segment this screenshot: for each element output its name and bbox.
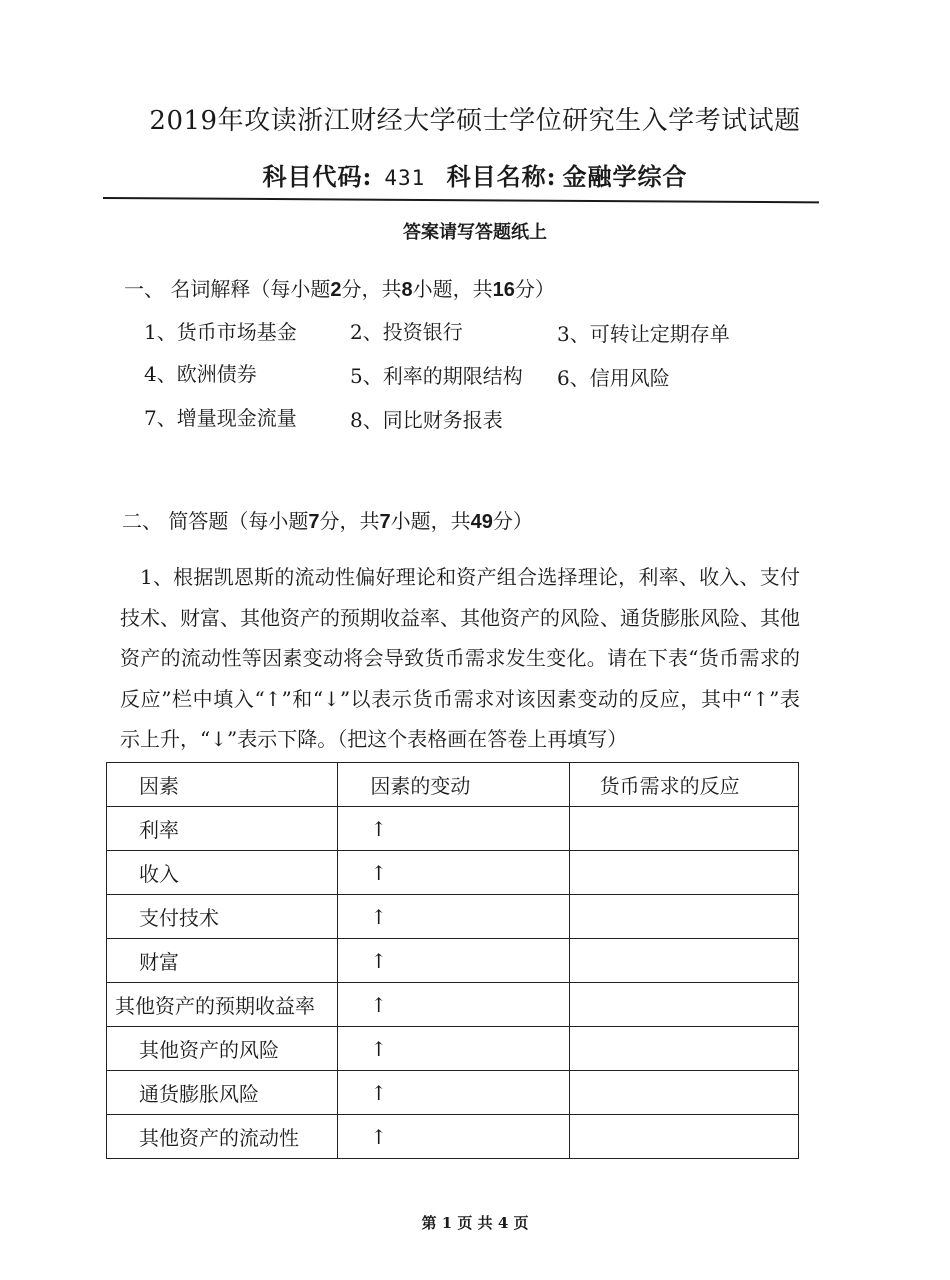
section1-note-prefix: （每小题 (250, 277, 331, 301)
factor-cell: 财富 (107, 939, 338, 983)
change-cell: ↑ (338, 1115, 569, 1159)
response-cell (569, 851, 798, 895)
table-row (107, 983, 799, 1027)
header-factor: 因素 (107, 763, 338, 807)
subject-name: 金融学综合 (562, 162, 688, 191)
section1-title: 名词解释 (170, 277, 251, 301)
money-demand-table (106, 762, 799, 1159)
section1-note-mid2: 小题，共 (412, 277, 493, 301)
section2-total: 49 (470, 511, 493, 533)
subject-code: 431 (384, 166, 426, 190)
factor-cell: 其他资产的流动性 (107, 1115, 338, 1159)
table-row (107, 1071, 799, 1115)
section1-points-each: 2 (330, 279, 342, 301)
section2-note-prefix: （每小题 (228, 509, 309, 533)
change-cell: ↑ (338, 1071, 569, 1115)
section2-points-each: 7 (308, 511, 320, 533)
page-footer (0, 1212, 950, 1233)
footer-prefix: 第 (421, 1214, 437, 1232)
question-1-text (120, 557, 800, 760)
exam-title: 2019年攻读浙江财经大学硕士学位研究生入学考试试题 (149, 106, 801, 136)
section1-note-suffix: 分） (514, 277, 555, 301)
factor-cell: 利率 (107, 807, 338, 851)
factor-cell: 收入 (107, 851, 338, 895)
term-item: 8、同比财务报表 (350, 408, 503, 432)
response-cell (569, 983, 798, 1027)
section1-count: 8 (401, 279, 413, 301)
question-1-body: 1、根据凯恩斯的流动性偏好理论和资产组合选择理论，利率、收入、支付技术、财富、其他资产的预期收益率、其他资产的风险、通货膨胀风险、其他资产的流动性等因素变动将会导致货币需求发生变化。请在下表“货币需求的反应”栏中填入“↑”和“↓”以表示货币需求对该因素变动的反应，其中“↑”表示上升，“↓”表示下降。（把这个表格画在答卷上再填写） (120, 565, 800, 751)
change-cell: ↑ (338, 939, 569, 983)
section2-count: 7 (379, 511, 391, 533)
factor-cell: 通货膨胀风险 (107, 1071, 338, 1115)
term-item: 7、增量现金流量 (144, 406, 297, 430)
change-cell: ↑ (338, 1027, 569, 1071)
section2-heading (122, 505, 533, 534)
table-row (107, 895, 799, 939)
term-item: 1、货币市场基金 (144, 320, 297, 344)
factor-cell: 支付技术 (107, 895, 338, 939)
change-cell: ↑ (338, 807, 569, 851)
section2-note-mid1: 分，共 (319, 509, 380, 533)
response-cell (569, 1027, 798, 1071)
page-number: 1 (441, 1214, 453, 1232)
change-cell: ↑ (338, 895, 569, 939)
term-item: 6、信用风险 (557, 366, 670, 390)
response-cell (569, 939, 798, 983)
section2-title: 简答题 (168, 509, 229, 533)
term-item: 5、利率的期限结构 (350, 364, 523, 388)
section1-number: 一、 (124, 277, 164, 301)
change-cell: ↑ (338, 851, 569, 895)
section2-note-mid2: 小题，共 (390, 509, 471, 533)
term-item: 4、欧洲债券 (144, 362, 257, 386)
table-row (107, 807, 799, 851)
answer-notice: 答案请写答题纸上 (403, 222, 547, 243)
table-row (107, 1115, 799, 1159)
section2-note-suffix: 分） (492, 509, 533, 533)
response-cell (569, 1071, 798, 1115)
section1-note-mid1: 分，共 (341, 277, 402, 301)
term-item: 2、投资银行 (350, 320, 463, 344)
factor-cell: 其他资产的风险 (107, 1027, 338, 1071)
header-divider (103, 197, 819, 203)
footer-mid: 页 共 (457, 1214, 493, 1232)
header-change: 因素的变动 (338, 763, 569, 807)
response-cell (569, 807, 798, 851)
response-cell (569, 895, 798, 939)
header-response: 货币需求的反应 (569, 763, 798, 807)
section2-number: 二、 (122, 509, 162, 533)
subject-line (0, 157, 950, 192)
subject-code-label: 科目代码: (262, 162, 373, 191)
section1-total: 16 (492, 279, 515, 301)
section1-heading (124, 273, 555, 302)
table-row (107, 1027, 799, 1071)
table-header-row (107, 763, 799, 807)
change-cell: ↑ (338, 983, 569, 1027)
page-total: 4 (497, 1214, 509, 1232)
term-item: 3、可转让定期存单 (557, 322, 730, 346)
table-row (107, 851, 799, 895)
factor-cell: 其他资产的预期收益率 (107, 983, 338, 1027)
footer-suffix: 页 (513, 1214, 529, 1232)
table-row (107, 939, 799, 983)
response-cell (569, 1115, 798, 1159)
subject-name-label: 科目名称: (446, 162, 557, 191)
